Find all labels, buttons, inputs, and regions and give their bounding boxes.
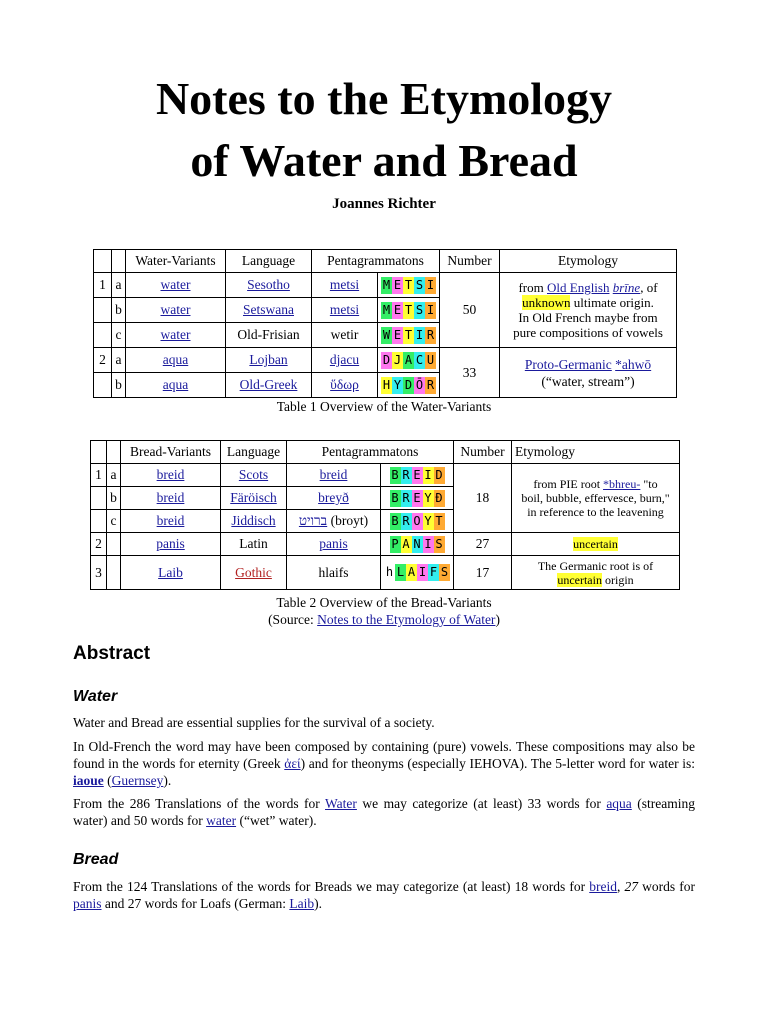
- header-pentagrammaton: Pentagrammatons: [312, 250, 440, 273]
- colored-pentagrammaton: [378, 373, 440, 398]
- pentagrammaton-letter: Ð: [435, 490, 443, 505]
- pentagrammaton-link[interactable]: breid: [319, 467, 348, 482]
- pentagrammaton-link[interactable]: ברויט: [298, 513, 328, 528]
- paragraph: [73, 795, 695, 829]
- number-cell: 50: [440, 273, 500, 348]
- pentagrammaton-letter: T: [404, 302, 413, 317]
- text: we may categorize (at least) 33 words for: [356, 796, 607, 811]
- pentagrammaton-letter: I: [415, 327, 424, 342]
- text: ).: [314, 896, 322, 911]
- pentagrammaton-letter: D: [435, 467, 443, 482]
- pentagrammaton-letter: S: [435, 536, 443, 551]
- panis-link[interactable]: panis: [73, 896, 102, 911]
- pentagrammaton-letter: U: [426, 352, 435, 367]
- colored-pentagrammaton: [378, 298, 440, 323]
- brine-link[interactable]: brīne: [612, 280, 641, 295]
- pentagrammaton-letter: B: [391, 490, 399, 505]
- header-etymology: Etymology: [500, 250, 677, 273]
- etymology-cell: [512, 556, 680, 590]
- pentagrammaton-letter: S: [415, 302, 424, 317]
- pentagrammaton-letter: S: [440, 565, 449, 579]
- table-header-row: [94, 250, 677, 273]
- pentagrammaton-letter: I: [424, 536, 432, 551]
- pentagrammaton-letter: R: [402, 467, 410, 482]
- pentagrammaton-letter: Y: [424, 513, 432, 528]
- colored-pentagrammaton: [381, 556, 454, 590]
- pentagrammaton-text: hlaifs: [287, 556, 381, 590]
- uncertain-highlight: uncertain: [557, 572, 602, 587]
- text: In Old-French the word may have been composed by containing (pure) vowels. These compositions may also be found in the words for eternity (Greek: [73, 739, 695, 771]
- breid-link[interactable]: breid: [589, 879, 617, 894]
- colored-letters: [381, 327, 436, 344]
- pentagrammaton-letter: I: [424, 467, 432, 482]
- text: ).: [163, 773, 172, 788]
- row-sub: a: [107, 464, 121, 487]
- pentagrammaton-letter: S: [415, 277, 424, 292]
- pentagrammaton-letter: D: [404, 377, 413, 392]
- pentagrammaton-link[interactable]: panis: [319, 536, 348, 551]
- etym-text: "to: [640, 477, 658, 491]
- laib-link[interactable]: Laib: [289, 896, 315, 911]
- number-cell: 27: [454, 533, 512, 556]
- table-row: [91, 533, 680, 556]
- variant-link[interactable]: breid: [156, 490, 185, 505]
- language-link[interactable]: Old-Greek: [239, 377, 298, 392]
- pentagrammaton-letter: B: [391, 513, 399, 528]
- source-text: (Source:: [268, 612, 318, 627]
- etymology-cell: [500, 273, 677, 348]
- text: From the 124 Translations of the words for Breads we may categorize (at least) 18 words for: [73, 879, 590, 894]
- pentagrammaton-letter: B: [391, 467, 399, 482]
- pentagrammaton-letter: J: [393, 352, 402, 367]
- header-number: Number: [454, 441, 512, 464]
- header-number: Number: [440, 250, 500, 273]
- pentagrammaton-letter: M: [382, 277, 391, 292]
- colored-letters: [381, 302, 436, 319]
- pentagrammaton-letter: O: [413, 513, 421, 528]
- variant-link[interactable]: water: [160, 302, 191, 317]
- etym-text: from PIE root: [533, 477, 604, 491]
- source-link[interactable]: Notes to the Etymology of Water: [317, 612, 496, 627]
- etym-text: ultimate origin.: [570, 295, 654, 310]
- etym-text: , of: [640, 280, 658, 295]
- greek-aei-link[interactable]: ἀεί: [284, 756, 301, 771]
- pentagrammaton-letter: Y: [424, 490, 432, 505]
- pentagrammaton-text: wetir: [312, 323, 378, 348]
- abstract-heading: Abstract: [73, 643, 151, 664]
- row-num: [94, 373, 112, 398]
- bhreu-link[interactable]: *bhreu-: [603, 477, 641, 491]
- bread-heading: Bread: [73, 851, 119, 868]
- old-english-link[interactable]: Old English: [547, 280, 610, 295]
- pentagrammaton-link[interactable]: metsi: [329, 277, 360, 292]
- pentagrammaton-letter: E: [393, 302, 402, 317]
- number-cell: 18: [454, 464, 512, 533]
- etym-text: from: [518, 280, 547, 295]
- pentagrammaton-link[interactable]: breyð: [318, 490, 349, 505]
- colored-letters: [390, 513, 445, 530]
- variant-link[interactable]: aqua: [162, 377, 189, 392]
- colored-letters: [390, 536, 445, 553]
- row-sub: c: [112, 323, 126, 348]
- colored-pentagrammaton: [381, 487, 454, 510]
- language-text: Old-Frisian: [226, 323, 312, 348]
- row-num: 2: [94, 348, 112, 373]
- colored-pentagrammaton: [378, 273, 440, 298]
- uncertain-highlight: uncertain: [573, 537, 618, 551]
- row-num: [91, 487, 107, 510]
- paragraph: [73, 738, 695, 789]
- pentagrammaton-note: (broyt): [327, 513, 369, 528]
- table-row: [91, 464, 680, 487]
- colored-pentagrammaton: [378, 348, 440, 373]
- colored-pentagrammaton: [378, 323, 440, 348]
- language-link[interactable]: Scots: [238, 467, 269, 482]
- table-row: [94, 348, 677, 373]
- variant-link[interactable]: water: [160, 277, 191, 292]
- colored-letters: [390, 467, 445, 484]
- language-text: Latin: [221, 533, 287, 556]
- row-num: [91, 510, 107, 533]
- bread-variants-table: [90, 440, 680, 590]
- text: words for: [638, 879, 695, 894]
- pentagrammaton-letter: I: [426, 277, 435, 292]
- colored-pentagrammaton: [381, 533, 454, 556]
- pentagrammaton-letter: I: [418, 565, 427, 579]
- pentagrammaton-letter: R: [402, 490, 410, 505]
- colored-letters: [381, 377, 436, 394]
- table-2-source: [0, 612, 768, 628]
- row-sub: c: [107, 510, 121, 533]
- etymology-cell: [512, 533, 680, 556]
- text: ,: [617, 879, 625, 894]
- ahwo-link[interactable]: *ahwō: [615, 356, 652, 372]
- pentagrammaton-letter: R: [426, 327, 435, 342]
- source-text: ): [495, 612, 500, 627]
- table-row: [94, 273, 677, 298]
- pentagrammaton-letter: E: [393, 327, 402, 342]
- pentagrammaton-letter: T: [404, 327, 413, 342]
- variant-link[interactable]: aqua: [162, 352, 189, 367]
- variant-link[interactable]: breid: [156, 513, 185, 528]
- pentagrammaton-letter: R: [426, 377, 435, 392]
- table-row: [91, 556, 680, 590]
- row-sub: b: [112, 373, 126, 398]
- text: and 27 words for Loafs (German:: [101, 896, 290, 911]
- pentagrammaton-letter: L: [396, 565, 405, 579]
- language-link[interactable]: Färöisch: [230, 490, 277, 505]
- row-sub: a: [112, 348, 126, 373]
- colored-letters: [384, 564, 450, 581]
- water-link[interactable]: Water: [325, 796, 357, 811]
- pentagrammaton-letter: A: [404, 352, 413, 367]
- header-language: Language: [221, 441, 287, 464]
- pentagrammaton-prefix: h: [385, 565, 394, 579]
- pentagrammaton-letter: T: [404, 277, 413, 292]
- language-link[interactable]: Jiddisch: [231, 513, 276, 528]
- variant-link[interactable]: Laib: [158, 564, 183, 580]
- variant-link[interactable]: panis: [156, 536, 185, 551]
- row-sub: b: [112, 298, 126, 323]
- table-header-row: [91, 441, 680, 464]
- etymology-cell: [500, 348, 677, 398]
- colored-pentagrammaton: [381, 464, 454, 487]
- pentagrammaton-letter: T: [435, 513, 443, 528]
- language-link[interactable]: Lojban: [249, 352, 288, 367]
- pentagrammaton-letter: E: [393, 277, 402, 292]
- row-sub: b: [107, 487, 121, 510]
- header-language: Language: [226, 250, 312, 273]
- pentagrammaton-letter: C: [415, 352, 424, 367]
- header-num: [91, 441, 107, 464]
- water-heading: Water: [73, 688, 118, 705]
- header-sub: [112, 250, 126, 273]
- table-1-caption: Table 1 Overview of the Water-Variants: [276, 399, 492, 414]
- pentagrammaton-letter: D: [382, 352, 391, 367]
- author: Joannes Richter: [332, 196, 436, 212]
- header-sub: [107, 441, 121, 464]
- pentagrammaton-link[interactable]: djacu: [329, 352, 360, 367]
- pentagrammaton-letter: F: [429, 565, 438, 579]
- variant-link[interactable]: water: [160, 327, 191, 342]
- header-variant: Bread-Variants: [121, 441, 221, 464]
- pentagrammaton-letter: W: [382, 327, 391, 342]
- text: (streaming water) and 50 words for: [73, 796, 695, 828]
- unknown-highlight: unknown: [522, 295, 571, 310]
- etym-text: (“water, stream”): [541, 373, 635, 389]
- language-link[interactable]: Gothic: [235, 564, 272, 580]
- etym-text: in reference to the leavening: [527, 505, 664, 519]
- page-title-line-1: Notes to the Etymology: [155, 73, 613, 124]
- pentagrammaton-letter: R: [402, 513, 410, 528]
- language-link[interactable]: Sesotho: [247, 277, 290, 292]
- proto-germanic-link[interactable]: Proto-Germanic: [524, 356, 612, 372]
- colored-letters: [381, 352, 436, 369]
- paragraph: [73, 878, 695, 912]
- pentagrammaton-letter: Y: [393, 377, 402, 392]
- etym-text: origin: [601, 572, 634, 587]
- colored-letters: [390, 490, 445, 507]
- pentagrammaton-letter: E: [413, 490, 421, 505]
- etym-text: pure compositions of vowels: [513, 325, 663, 340]
- header-etymology: Etymology: [512, 441, 680, 464]
- header-num: [94, 250, 112, 273]
- colored-letters: [381, 277, 436, 294]
- pentagrammaton-letter: M: [382, 302, 391, 317]
- row-num: 2: [91, 533, 107, 556]
- text: ) and for theonyms (especially IEHOVA). The 5-letter word for water is:: [300, 756, 695, 771]
- text: (: [103, 773, 112, 788]
- etym-text: boil, bubble, effervesce, burn,": [521, 491, 670, 505]
- text: 27: [624, 879, 638, 894]
- water-link[interactable]: water: [206, 813, 237, 828]
- page-title-line-2: of Water and Bread: [190, 135, 578, 186]
- pentagrammaton-letter: H: [382, 377, 391, 392]
- pentagrammaton-letter: A: [402, 536, 410, 551]
- header-variant: Water-Variants: [126, 250, 226, 273]
- row-sub: a: [112, 273, 126, 298]
- header-pentagrammaton: Pentagrammatons: [287, 441, 454, 464]
- row-num: [94, 323, 112, 348]
- pentagrammaton-letter: A: [407, 565, 416, 579]
- text: From the 286 Translations of the words for: [73, 796, 326, 811]
- etym-text: The Germanic root is of: [537, 558, 654, 573]
- language-link[interactable]: Setswana: [243, 302, 294, 317]
- iaoue-link[interactable]: iaoue: [73, 773, 104, 788]
- pentagrammaton-letter: E: [413, 467, 421, 482]
- row-num: 3: [91, 556, 107, 590]
- colored-pentagrammaton: [381, 510, 454, 533]
- pentagrammaton-letter: Ō: [415, 377, 424, 392]
- paragraph: Water and Bread are essential supplies for the survival of a society.: [73, 715, 435, 730]
- number-cell: 33: [440, 348, 500, 398]
- pentagrammaton-letter: I: [426, 302, 435, 317]
- row-sub: [107, 533, 121, 556]
- row-num: [94, 298, 112, 323]
- water-variants-table: [93, 249, 677, 398]
- pentagrammaton-letter: N: [413, 536, 421, 551]
- text: (“wet” water).: [236, 813, 317, 828]
- pentagrammaton-link[interactable]: metsi: [329, 302, 360, 317]
- row-num: 1: [94, 273, 112, 298]
- row-num: 1: [91, 464, 107, 487]
- aqua-link[interactable]: aqua: [606, 796, 632, 811]
- etymology-cell: [512, 464, 680, 533]
- table-2-caption: Table 2 Overview of the Bread-Variants: [276, 595, 492, 610]
- number-cell: 17: [454, 556, 512, 590]
- variant-link[interactable]: breid: [156, 467, 185, 482]
- guernsey-link[interactable]: Guernsey: [111, 773, 164, 788]
- pentagrammaton-link[interactable]: ὕδωρ: [330, 377, 359, 392]
- etym-text: In Old French maybe from: [518, 310, 658, 325]
- pentagrammaton-letter: P: [391, 536, 399, 551]
- row-sub: [107, 556, 121, 590]
